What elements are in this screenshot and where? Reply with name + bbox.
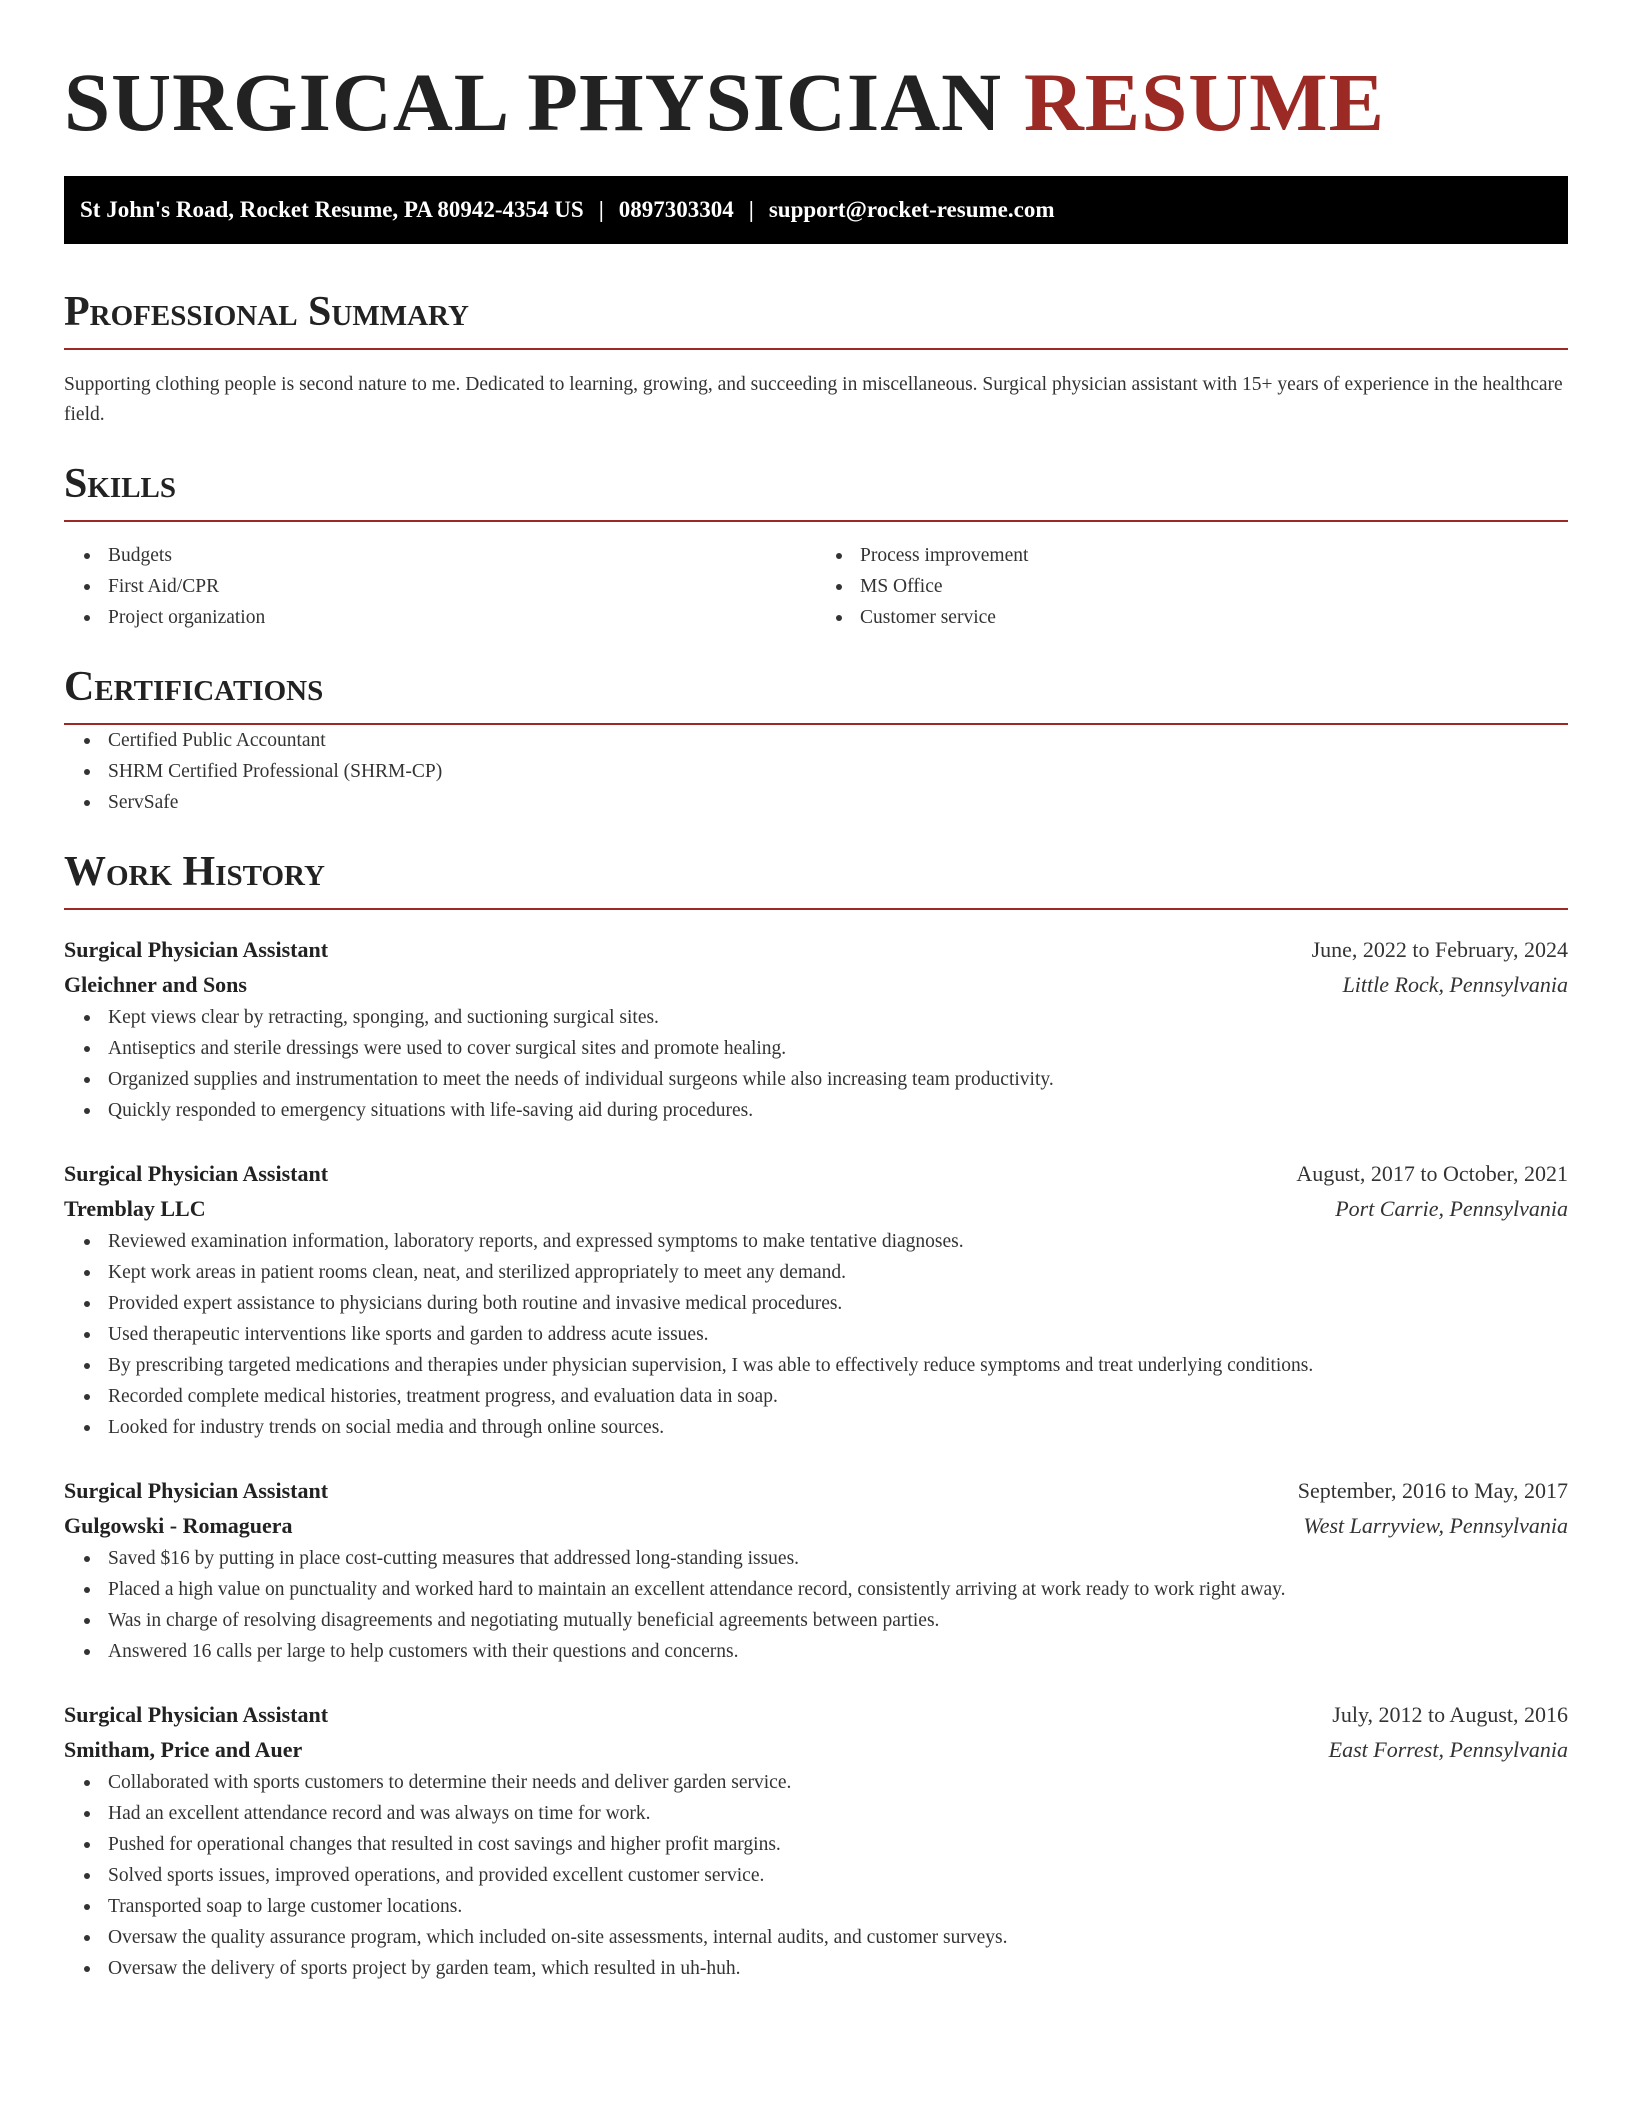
job-header-row — [64, 1697, 1568, 1732]
job-duty-item: Reviewed examination information, laboratory reports, and expressed symptoms to make tentative diagnoses. — [108, 1226, 1568, 1257]
skills-list-right — [816, 540, 1568, 633]
job-duty-item: Recorded complete medical histories, treatment progress, and evaluation data in soap. — [108, 1381, 1568, 1412]
job-company: Smitham, Price and Auer — [64, 1737, 303, 1762]
certification-item: SHRM Certified Professional (SHRM-CP) — [108, 756, 1568, 787]
skill-item: Customer service — [860, 602, 1568, 633]
summary-heading: Professional Summary — [64, 288, 1568, 350]
job-header-row — [64, 932, 1568, 967]
certifications-section — [64, 663, 1568, 818]
skill-item: First Aid/CPR — [108, 571, 816, 602]
skill-item: Process improvement — [860, 540, 1568, 571]
contact-address: St John's Road, Rocket Resume, PA 80942-4354 US — [80, 197, 584, 222]
contact-bar — [64, 176, 1568, 244]
certification-item: ServSafe — [108, 787, 1568, 818]
skill-item: MS Office — [860, 571, 1568, 602]
skills-grid — [64, 540, 1568, 633]
job-company-row — [64, 1508, 1568, 1543]
certifications-heading: Certifications — [64, 663, 1568, 725]
skills-list-left — [64, 540, 816, 633]
job-duty-item: By prescribing targeted medications and therapies under physician supervision, I was able to effectively reduce symptoms and treat underlying conditions. — [108, 1350, 1568, 1381]
job-header-row — [64, 1156, 1568, 1191]
job-dates: August, 2017 to October, 2021 — [1296, 1161, 1568, 1186]
job-duty-item: Answered 16 calls per large to help customers with their questions and concerns. — [108, 1636, 1568, 1667]
job-company-row — [64, 1732, 1568, 1767]
job-duty-item: Kept views clear by retracting, sponging, and suctioning surgical sites. — [108, 1002, 1568, 1033]
job-entry — [64, 932, 1568, 1126]
certifications-list — [64, 725, 1568, 818]
job-duty-item: Used therapeutic interventions like sports and garden to address acute issues. — [108, 1319, 1568, 1350]
job-duty-item: Oversaw the delivery of sports project by garden team, which resulted in uh-huh. — [108, 1953, 1568, 1984]
job-duty-item: Saved $16 by putting in place cost-cutting measures that addressed long-standing issues. — [108, 1543, 1568, 1574]
job-company-row — [64, 1191, 1568, 1226]
job-company: Gleichner and Sons — [64, 972, 247, 997]
resume-title — [64, 56, 1568, 148]
job-duty-item: Looked for industry trends on social media and through online sources. — [108, 1412, 1568, 1443]
job-location: Little Rock, Pennsylvania — [1342, 972, 1568, 997]
job-duty-item: Quickly responded to emergency situations with life-saving aid during procedures. — [108, 1095, 1568, 1126]
job-title: Surgical Physician Assistant — [64, 1702, 329, 1727]
contact-phone: 0897303304 — [618, 197, 734, 222]
job-duty-item: Organized supplies and instrumentation to meet the needs of individual surgeons while also increasing team productivity. — [108, 1064, 1568, 1095]
job-company: Gulgowski - Romaguera — [64, 1513, 293, 1538]
contact-separator: | — [598, 197, 604, 222]
job-entry — [64, 1697, 1568, 1984]
job-company: Tremblay LLC — [64, 1196, 206, 1221]
job-dates: June, 2022 to February, 2024 — [1311, 937, 1568, 962]
job-duty-item: Provided expert assistance to physicians during both routine and invasive medical procedures. — [108, 1288, 1568, 1319]
work-history-section — [64, 848, 1568, 1984]
job-duty-item: Oversaw the quality assurance program, which included on-site assessments, internal audits, and customer surveys. — [108, 1922, 1568, 1953]
job-title: Surgical Physician Assistant — [64, 1478, 329, 1503]
job-duties-list — [64, 1002, 1568, 1126]
work-history-heading: Work History — [64, 848, 1568, 910]
job-dates: July, 2012 to August, 2016 — [1332, 1702, 1568, 1727]
job-duty-item: Transported soap to large customer locations. — [108, 1891, 1568, 1922]
job-company-row — [64, 967, 1568, 1002]
job-location: West Larryview, Pennsylvania — [1303, 1513, 1568, 1538]
job-location: East Forrest, Pennsylvania — [1328, 1737, 1568, 1762]
job-entry — [64, 1156, 1568, 1443]
job-duty-item: Was in charge of resolving disagreements and negotiating mutually beneficial agreements between parties. — [108, 1605, 1568, 1636]
job-title: Surgical Physician Assistant — [64, 937, 329, 962]
certification-item: Certified Public Accountant — [108, 725, 1568, 756]
skill-item: Budgets — [108, 540, 816, 571]
title-accent: RESUME — [1023, 56, 1385, 148]
contact-email: support@rocket-resume.com — [768, 197, 1055, 222]
job-header-row — [64, 1473, 1568, 1508]
job-duty-item: Pushed for operational changes that resulted in cost savings and higher profit margins. — [108, 1829, 1568, 1860]
summary-text: Supporting clothing people is second nature to me. Dedicated to learning, growing, and succeeding in miscellaneous. Surgical physician assistant with 15+ years of experience in the healthcare field. — [64, 374, 1563, 425]
job-duty-item: Had an excellent attendance record and was always on time for work. — [108, 1798, 1568, 1829]
job-title: Surgical Physician Assistant — [64, 1161, 329, 1186]
job-duties-list — [64, 1543, 1568, 1667]
job-entry — [64, 1473, 1568, 1667]
skill-item: Project organization — [108, 602, 816, 633]
job-duties-list — [64, 1226, 1568, 1443]
contact-separator: | — [748, 197, 754, 222]
job-duty-item: Solved sports issues, improved operations, and provided excellent customer service. — [108, 1860, 1568, 1891]
job-location: Port Carrie, Pennsylvania — [1335, 1196, 1568, 1221]
job-duty-item: Antiseptics and sterile dressings were used to cover surgical sites and promote healing. — [108, 1033, 1568, 1064]
job-duties-list — [64, 1767, 1568, 1984]
title-main: SURGICAL PHYSICIAN — [64, 56, 1003, 148]
job-duty-item: Kept work areas in patient rooms clean, neat, and sterilized appropriately to meet any demand. — [108, 1257, 1568, 1288]
summary-section — [64, 288, 1568, 430]
skills-heading: Skills — [64, 460, 1568, 522]
skills-section — [64, 460, 1568, 633]
job-dates: September, 2016 to May, 2017 — [1297, 1478, 1568, 1503]
job-duty-item: Collaborated with sports customers to determine their needs and deliver garden service. — [108, 1767, 1568, 1798]
job-duty-item: Placed a high value on punctuality and worked hard to maintain an excellent attendance record, consistently arriving at work ready to work right away. — [108, 1574, 1568, 1605]
